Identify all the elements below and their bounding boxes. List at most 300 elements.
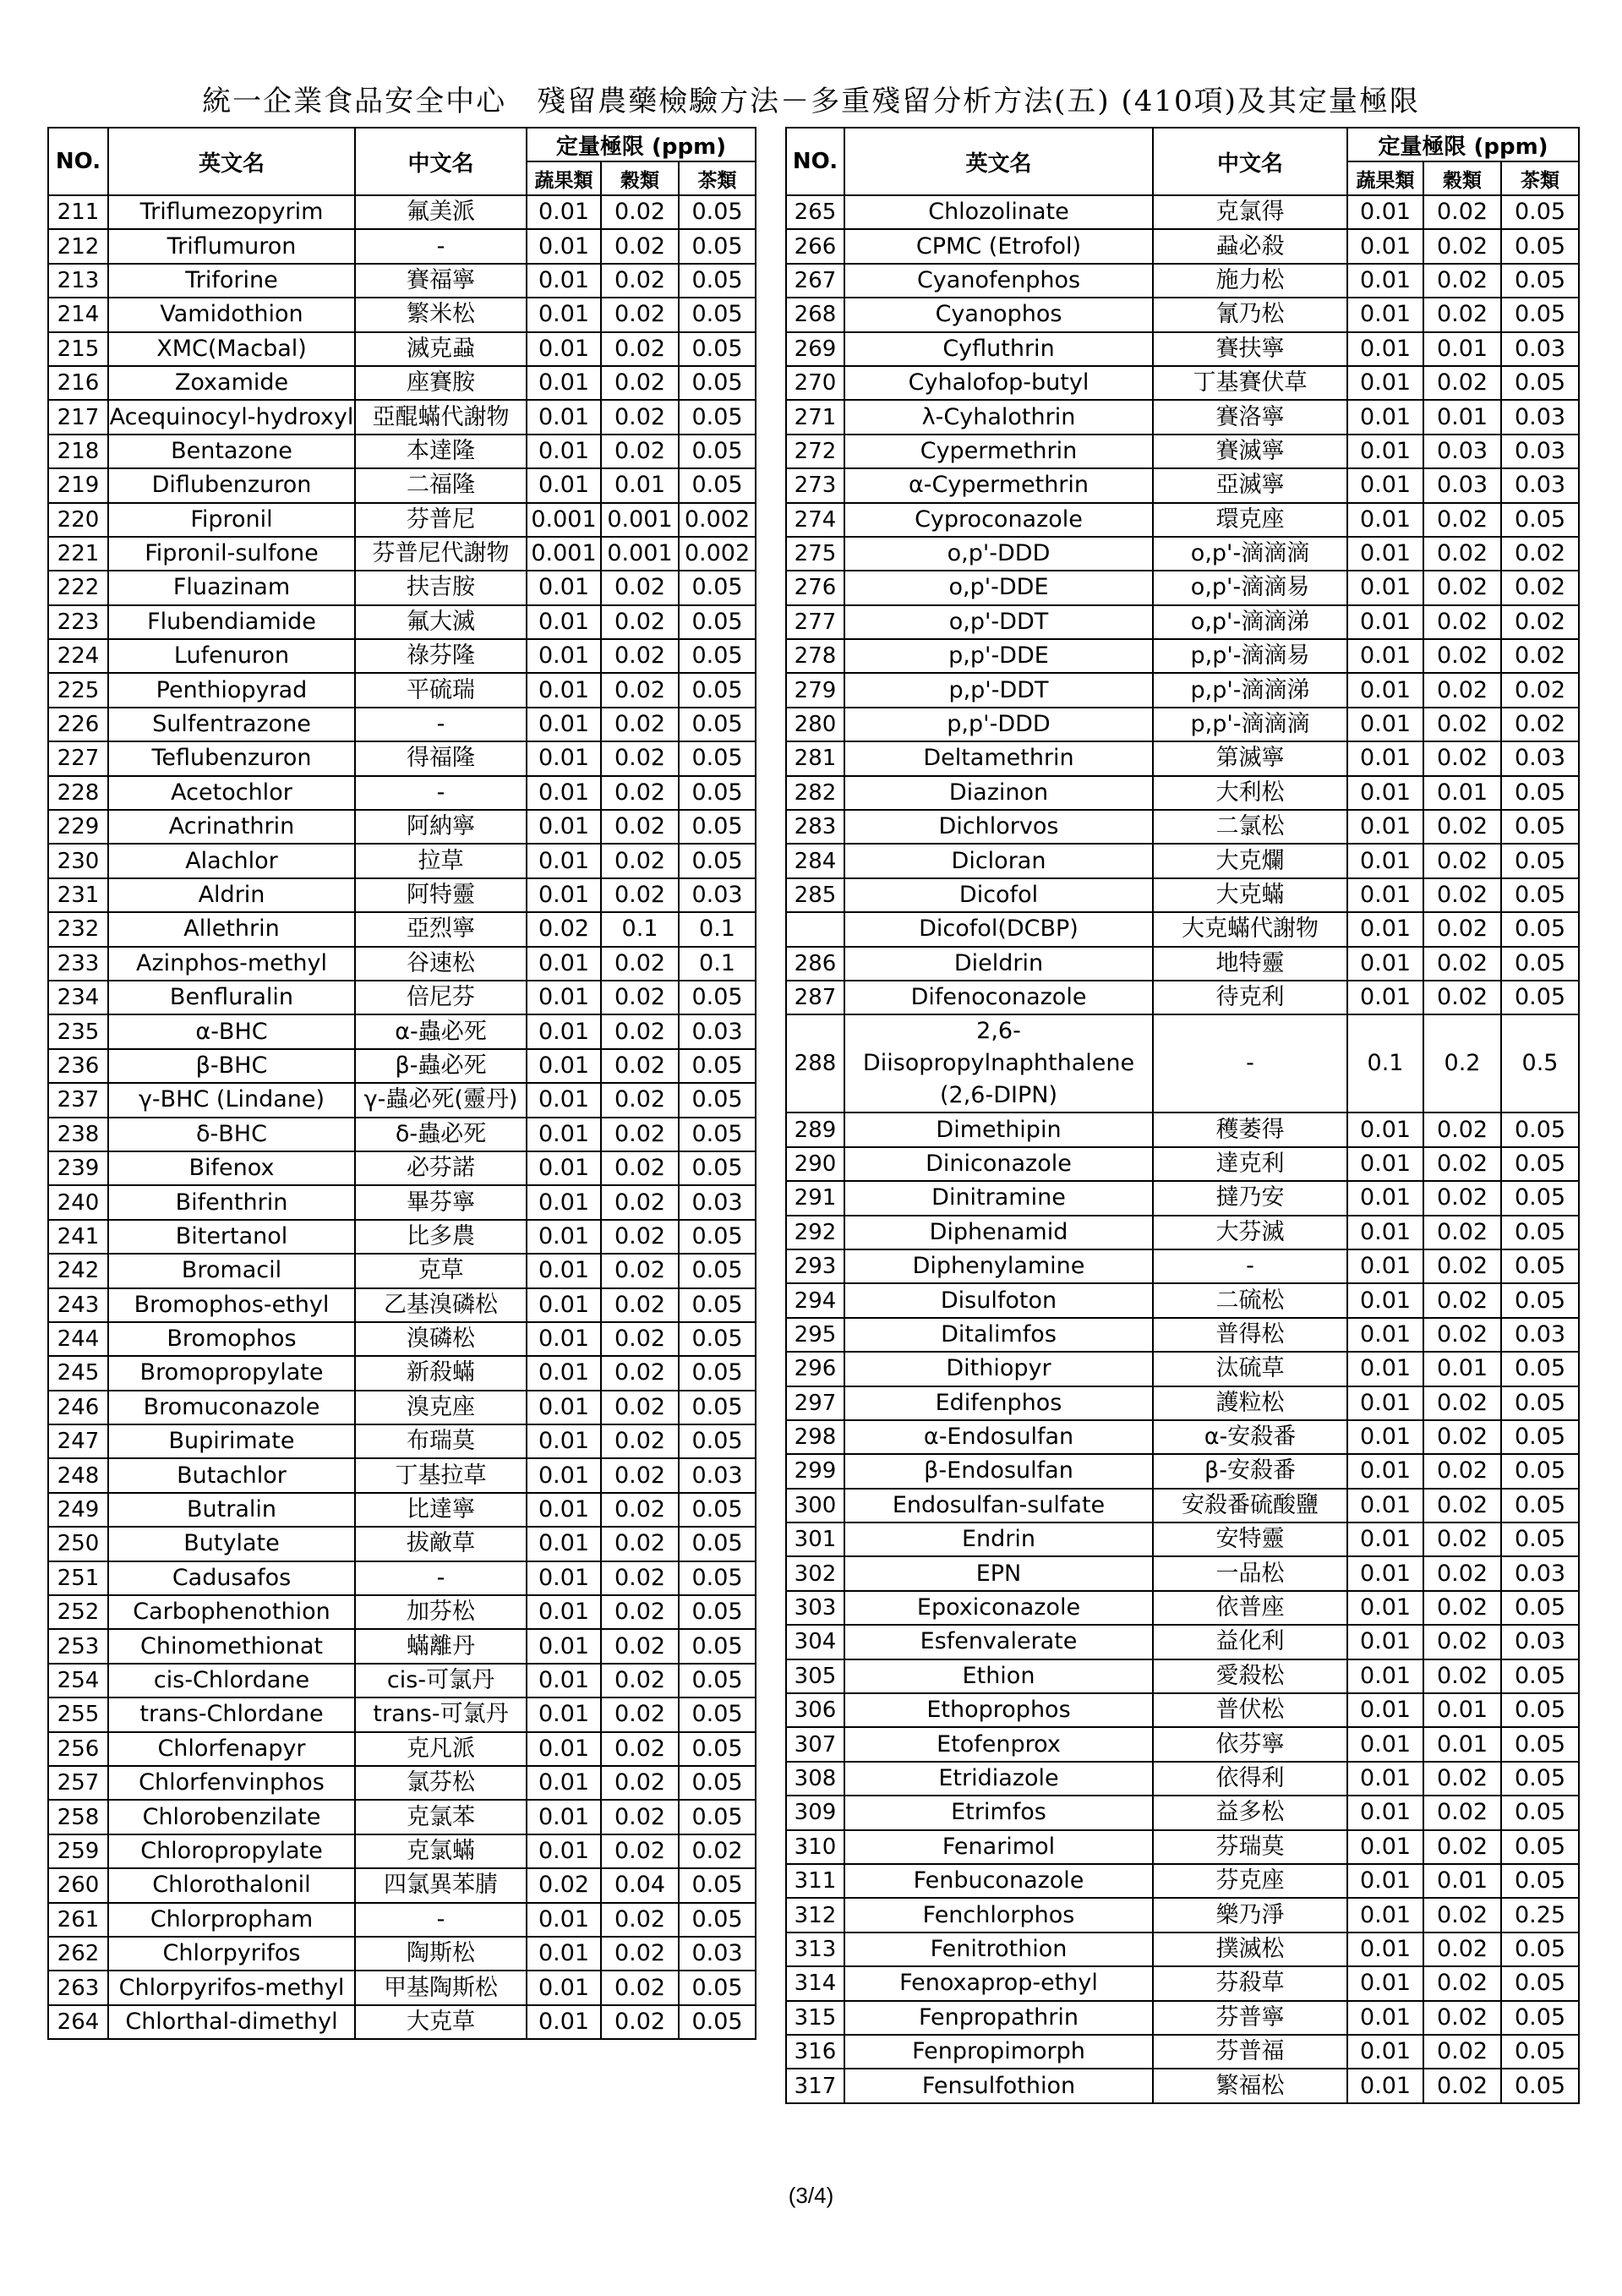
loq-veg-cell: 0.01 [527,947,601,981]
loq-tea-cell: 0.05 [1501,503,1579,537]
english-name-cell: Epoxiconazole [844,1591,1153,1625]
chinese-name-cell: 阿納寧 [355,810,527,844]
loq-tea-cell: 0.05 [679,229,756,263]
table-row [786,1318,1579,1352]
chinese-name-cell: o,p'-滴滴易 [1153,571,1347,604]
chinese-name-cell: 芬瑞莫 [1153,1830,1347,1864]
table-row [786,673,1579,707]
row-no-cell: 228 [48,776,108,810]
loq-veg-cell: 0.01 [1347,673,1423,707]
row-no-cell: 254 [48,1664,108,1697]
loq-veg-cell: 0.01 [527,1903,601,1937]
loq-grain-cell: 0.02 [601,1834,679,1868]
table-row [48,264,756,298]
chinese-name-cell: 撲滅松 [1153,1932,1347,1966]
row-no-cell: 211 [48,195,108,229]
english-name-cell: Butralin [108,1493,355,1527]
table-row [48,708,756,741]
loq-tea-cell: 0.05 [679,1732,756,1766]
loq-veg-cell: 0.02 [527,1868,601,1902]
row-no-cell: 261 [48,1903,108,1937]
table-row [48,332,756,366]
loq-tea-cell: 0.05 [1501,776,1579,810]
row-no-cell: 296 [786,1352,844,1386]
chinese-name-cell: 座賽胺 [355,366,527,400]
loq-grain-cell: 0.02 [601,708,679,741]
loq-tea-cell: 0.05 [1501,1352,1579,1386]
english-name-cell: Fenchlorphos [844,1898,1153,1932]
table-row [48,1664,756,1697]
loq-veg-cell: 0.01 [1347,912,1423,946]
english-name-cell: Chlorfenvinphos [108,1766,355,1800]
loq-tea-cell: 0.05 [679,2005,756,2039]
loq-grain-cell: 0.02 [601,1493,679,1527]
loq-veg-cell: 0.01 [1347,1352,1423,1386]
row-no-cell: 309 [786,1796,844,1829]
row-no-cell: 294 [786,1283,844,1317]
row-no-cell: 248 [48,1458,108,1492]
loq-veg-cell: 0.01 [527,435,601,468]
loq-tea-cell: 0.05 [679,741,756,775]
row-no-cell: 316 [786,2035,844,2069]
english-name-cell: Dicloran [844,844,1153,877]
chinese-name-cell: - [355,776,527,810]
chinese-name-cell: 拉草 [355,844,527,877]
english-name-cell: Triforine [108,264,355,298]
english-name-cell: Etofenprox [844,1727,1153,1761]
loq-tea-cell: 0.03 [679,1185,756,1219]
row-no-cell: 264 [48,2005,108,2039]
chinese-name-cell: 依普座 [1153,1591,1347,1625]
header-tea: 茶類 [679,161,756,195]
loq-grain-cell: 0.02 [601,1732,679,1766]
loq-tea-cell: 0.05 [1501,1112,1579,1146]
english-name-cell: Bupirimate [108,1424,355,1458]
table-row [786,264,1579,298]
loq-tea-cell: 0.05 [1501,1762,1579,1796]
chinese-name-cell: 芬克座 [1153,1864,1347,1898]
chinese-name-cell: 二福隆 [355,468,527,502]
loq-grain-cell: 0.02 [1423,673,1501,707]
header-loq: 定量極限 (ppm) [527,128,756,161]
loq-tea-cell: 0.05 [679,673,756,707]
loq-tea-cell: 0.03 [679,878,756,912]
loq-tea-cell: 0.05 [679,1766,756,1800]
table-row [786,912,1579,946]
loq-tea-cell: 0.05 [1501,2001,1579,2035]
loq-veg-cell: 0.01 [527,1288,601,1322]
chinese-name-cell: 谷速松 [355,947,527,981]
loq-veg-cell: 0.01 [1347,741,1423,775]
table-row [786,776,1579,810]
table-row [48,1527,756,1561]
loq-grain-cell: 0.02 [1423,571,1501,604]
loq-veg-cell: 0.01 [527,639,601,673]
table-row [48,1561,756,1595]
row-no-cell: 262 [48,1937,108,1971]
header-chinese-name: 中文名 [1153,128,1347,195]
row-no-cell: 300 [786,1489,844,1522]
table-row [786,1864,1579,1898]
row-no-cell: 288 [786,1014,844,1112]
table-row [48,947,756,981]
loq-grain-cell: 0.02 [601,332,679,366]
loq-veg-cell: 0.01 [1347,1216,1423,1249]
table-row [48,1493,756,1527]
chinese-name-cell: p,p'-滴滴滴 [1153,708,1347,741]
english-name-cell: α-Endosulfan [844,1420,1153,1454]
loq-tea-cell: 0.05 [1501,1932,1579,1966]
english-name-cell: Bromacil [108,1254,355,1287]
table-row [48,2005,756,2039]
loq-veg-cell: 0.01 [527,981,601,1014]
loq-tea-cell: 0.05 [679,1971,756,2004]
loq-tea-cell: 0.05 [1501,1591,1579,1625]
loq-veg-cell: 0.01 [527,1937,601,1971]
row-no-cell: 291 [786,1181,844,1215]
residue-table-left [47,127,756,2040]
loq-veg-cell: 0.01 [1347,537,1423,571]
row-no-cell: 230 [48,844,108,877]
table-row [48,1049,756,1083]
table-row [786,1181,1579,1215]
loq-veg-cell: 0.02 [527,912,601,946]
loq-veg-cell: 0.01 [1347,1522,1423,1556]
table-row [48,1766,756,1800]
row-no-cell: 227 [48,741,108,775]
english-name-cell: p,p'-DDD [844,708,1153,741]
loq-veg-cell: 0.01 [527,571,601,604]
english-name-cell: Benfluralin [108,981,355,1014]
row-no-cell: 220 [48,503,108,537]
loq-tea-cell: 0.05 [679,708,756,741]
english-name-cell: Bitertanol [108,1220,355,1254]
english-name-cell: o,p'-DDD [844,537,1153,571]
row-no-cell: 233 [48,947,108,981]
loq-tea-cell: 0.03 [1501,1318,1579,1352]
loq-veg-cell: 0.01 [1347,468,1423,502]
loq-grain-cell: 0.02 [1423,1489,1501,1522]
row-no-cell: 304 [786,1625,844,1659]
chinese-name-cell: α-安殺番 [1153,1420,1347,1454]
english-name-cell: Dicofol(DCBP) [844,912,1153,946]
loq-veg-cell: 0.01 [527,366,601,400]
english-name-cell: p,p'-DDT [844,673,1153,707]
chinese-name-cell: 大克草 [355,2005,527,2039]
english-name-cell: α-BHC [108,1014,355,1048]
row-no-cell: 252 [48,1595,108,1629]
loq-tea-cell: 0.05 [679,1151,756,1185]
chinese-name-cell: 拔敵草 [355,1527,527,1561]
table-row [48,605,756,639]
loq-grain-cell: 0.02 [1423,537,1501,571]
chinese-name-cell: - [355,229,527,263]
loq-grain-cell: 0.02 [601,1458,679,1492]
loq-veg-cell: 0.01 [1347,1249,1423,1283]
loq-veg-cell: 0.01 [1347,298,1423,331]
row-no-cell: 282 [786,776,844,810]
loq-veg-cell: 0.01 [1347,1830,1423,1864]
loq-veg-cell: 0.01 [1347,708,1423,741]
english-name-cell: Vamidothion [108,298,355,331]
row-no-cell: 231 [48,878,108,912]
loq-grain-cell: 0.02 [601,741,679,775]
loq-tea-cell: 0.05 [679,776,756,810]
row-no-cell: 256 [48,1732,108,1766]
loq-veg-cell: 0.01 [1347,1966,1423,2000]
english-name-cell: Bifenox [108,1151,355,1185]
loq-grain-cell: 0.02 [1423,1147,1501,1181]
chinese-name-cell: 克凡派 [355,1732,527,1766]
loq-tea-cell: 0.05 [1501,1489,1579,1522]
chinese-name-cell: 愛殺松 [1153,1659,1347,1693]
loq-veg-cell: 0.01 [527,1151,601,1185]
chinese-name-cell: 氟大滅 [355,605,527,639]
chinese-name-cell: 賽滅寧 [1153,435,1347,468]
loq-grain-cell: 0.02 [1423,1898,1501,1932]
loq-veg-cell: 0.01 [1347,1659,1423,1693]
table-row [48,639,756,673]
loq-grain-cell: 0.02 [601,1595,679,1629]
chinese-name-cell: - [355,708,527,741]
row-no-cell: 313 [786,1932,844,1966]
loq-grain-cell: 0.02 [601,1356,679,1390]
english-name-cell: β-BHC [108,1049,355,1083]
chinese-name-cell: 得福隆 [355,741,527,775]
loq-veg-cell: 0.01 [1347,366,1423,400]
loq-grain-cell: 0.01 [1423,332,1501,366]
loq-veg-cell: 0.01 [527,1220,601,1254]
english-name-cell: o,p'-DDE [844,571,1153,604]
loq-grain-cell: 0.02 [1423,298,1501,331]
loq-veg-cell: 0.01 [1347,1489,1423,1522]
loq-grain-cell: 0.02 [601,1971,679,2004]
loq-grain-cell: 0.1 [601,912,679,946]
chinese-name-cell: 大克蟎 [1153,878,1347,912]
loq-veg-cell: 0.01 [1347,264,1423,298]
table-row [48,1834,756,1868]
english-name-cell: Diphenamid [844,1216,1153,1249]
loq-veg-cell: 0.01 [1347,1318,1423,1352]
row-no-cell: 224 [48,639,108,673]
loq-veg-cell: 0.01 [527,1629,601,1663]
english-name-cell: Dicofol [844,878,1153,912]
chinese-name-cell: 祿芬隆 [355,639,527,673]
header-grain: 穀類 [601,161,679,195]
table-row [48,298,756,331]
loq-veg-cell: 0.01 [1347,947,1423,981]
loq-tea-cell: 0.03 [1501,435,1579,468]
loq-tea-cell: 0.05 [679,1903,756,1937]
table-row [48,1424,756,1458]
header-no: NO. [48,128,108,195]
loq-tea-cell: 0.05 [679,1868,756,1902]
loq-grain-cell: 0.02 [1423,844,1501,877]
loq-grain-cell: 0.01 [1423,776,1501,810]
row-no-cell: 269 [786,332,844,366]
header-veg: 蔬果類 [1347,161,1423,195]
table-row [786,1112,1579,1146]
row-no-cell: 263 [48,1971,108,2004]
loq-grain-cell: 0.02 [601,1151,679,1185]
loq-grain-cell: 0.02 [601,878,679,912]
table-row [786,1625,1579,1659]
table-row [786,1556,1579,1590]
loq-grain-cell: 0.02 [1423,810,1501,844]
loq-tea-cell: 0.05 [679,1322,756,1356]
english-name-cell: Chlorpropham [108,1903,355,1937]
loq-veg-cell: 0.01 [527,741,601,775]
table-row [48,468,756,502]
english-name-cell: γ-BHC (Lindane) [108,1083,355,1117]
loq-grain-cell: 0.02 [601,947,679,981]
loq-veg-cell: 0.01 [527,1118,601,1151]
header-english-name: 英文名 [844,128,1153,195]
loq-veg-cell: 0.01 [1347,1181,1423,1215]
loq-veg-cell: 0.01 [527,1697,601,1731]
chinese-name-cell: 賽福寧 [355,264,527,298]
table-row [48,912,756,946]
table-row [48,878,756,912]
loq-tea-cell: 0.05 [679,400,756,434]
english-name-cell: α-Cypermethrin [844,468,1153,502]
loq-grain-cell: 0.02 [601,1391,679,1424]
chinese-name-cell: 甲基陶斯松 [355,1971,527,2004]
loq-tea-cell: 0.05 [1501,1216,1579,1249]
row-no-cell: 277 [786,605,844,639]
chinese-name-cell: 汰硫草 [1153,1352,1347,1386]
loq-tea-cell: 0.05 [679,605,756,639]
english-name-cell: Acequinocyl-hydroxyl [108,400,355,434]
loq-veg-cell: 0.01 [1347,1727,1423,1761]
row-no-cell: 258 [48,1800,108,1834]
loq-grain-cell: 0.02 [601,1937,679,1971]
table-row [48,195,756,229]
table-row [48,1118,756,1151]
loq-grain-cell: 0.02 [1423,1625,1501,1659]
table-row [48,1391,756,1424]
chinese-name-cell: 依芬寧 [1153,1727,1347,1761]
loq-tea-cell: 0.05 [1501,981,1579,1014]
loq-tea-cell: 0.03 [679,1458,756,1492]
loq-tea-cell: 0.03 [1501,468,1579,502]
loq-tea-cell: 0.02 [679,1834,756,1868]
english-name-cell: o,p'-DDT [844,605,1153,639]
chinese-name-cell: p,p'-滴滴易 [1153,639,1347,673]
loq-tea-cell: 0.05 [1501,1420,1579,1454]
chinese-name-cell: 穫萎得 [1153,1112,1347,1146]
loq-veg-cell: 0.01 [1347,400,1423,434]
row-no-cell: 302 [786,1556,844,1590]
table-row [48,1220,756,1254]
loq-veg-cell: 0.01 [527,1561,601,1595]
english-name-cell: Lufenuron [108,639,355,673]
chinese-name-cell: β-安殺番 [1153,1454,1347,1488]
english-name-cell: 2,6-Diisopropylnaphthalene (2,6-DIPN) [844,1014,1153,1112]
row-no-cell: 286 [786,947,844,981]
english-name-cell: Fenpropathrin [844,2001,1153,2035]
loq-veg-cell: 0.01 [1347,1283,1423,1317]
chinese-name-cell: cis-可氯丹 [355,1664,527,1697]
loq-grain-cell: 0.02 [601,400,679,434]
loq-tea-cell: 0.05 [1501,1249,1579,1283]
loq-grain-cell: 0.02 [601,844,679,877]
loq-tea-cell: 0.03 [679,1014,756,1048]
row-no-cell: 274 [786,503,844,537]
row-no-cell: 308 [786,1762,844,1796]
loq-grain-cell: 0.02 [601,298,679,331]
chinese-name-cell: 溴磷松 [355,1322,527,1356]
loq-grain-cell: 0.02 [1423,1830,1501,1864]
english-name-cell: Fenarimol [844,1830,1153,1864]
table-row [786,844,1579,877]
loq-tea-cell: 0.05 [679,1664,756,1697]
loq-grain-cell: 0.02 [601,776,679,810]
row-no-cell: 283 [786,810,844,844]
loq-tea-cell: 0.05 [1501,844,1579,877]
table-row [48,1083,756,1117]
loq-veg-cell: 0.01 [527,400,601,434]
row-no-cell: 238 [48,1118,108,1151]
loq-grain-cell: 0.02 [1423,503,1501,537]
row-no-cell: 272 [786,435,844,468]
loq-tea-cell: 0.05 [679,1220,756,1254]
table-row [786,1932,1579,1966]
loq-grain-cell: 0.01 [1423,1693,1501,1727]
row-no-cell: 265 [786,195,844,229]
loq-veg-cell: 0.01 [527,673,601,707]
loq-tea-cell: 0.1 [679,947,756,981]
row-no-cell: 259 [48,1834,108,1868]
loq-veg-cell: 0.01 [527,1732,601,1766]
row-no-cell: 223 [48,605,108,639]
loq-tea-cell: 0.03 [679,1937,756,1971]
table-row [786,1796,1579,1829]
chinese-name-cell: o,p'-滴滴涕 [1153,605,1347,639]
table-row [48,1595,756,1629]
table-row [48,537,756,571]
loq-tea-cell: 0.05 [1501,1659,1579,1693]
loq-tea-cell: 0.03 [1501,1625,1579,1659]
loq-tea-cell: 0.05 [679,366,756,400]
loq-grain-cell: 0.02 [1423,195,1501,229]
loq-tea-cell: 0.05 [1501,1454,1579,1488]
table-row [786,708,1579,741]
loq-veg-cell: 0.01 [1347,1591,1423,1625]
loq-grain-cell: 0.04 [601,1868,679,1902]
row-no-cell: 276 [786,571,844,604]
row-no-cell: 267 [786,264,844,298]
english-name-cell: Fensulfothion [844,2069,1153,2102]
chinese-name-cell: 安殺番硫酸鹽 [1153,1489,1347,1522]
english-name-cell: Dithiopyr [844,1352,1153,1386]
chinese-name-cell: 大芬滅 [1153,1216,1347,1249]
english-name-cell: trans-Chlordane [108,1697,355,1731]
chinese-name-cell: 環克座 [1153,503,1347,537]
chinese-name-cell: 芬普寧 [1153,2001,1347,2035]
loq-veg-cell: 0.01 [1347,878,1423,912]
row-no-cell: 241 [48,1220,108,1254]
row-no-cell: 278 [786,639,844,673]
row-no-cell: 314 [786,1966,844,2000]
table-row [48,1185,756,1219]
loq-veg-cell: 0.01 [1347,1420,1423,1454]
english-name-cell: Sulfentrazone [108,708,355,741]
row-no-cell: 287 [786,981,844,1014]
chinese-name-cell: 氟美派 [355,195,527,229]
chinese-name-cell: 二硫松 [1153,1283,1347,1317]
chinese-name-cell: δ-蟲必死 [355,1118,527,1151]
